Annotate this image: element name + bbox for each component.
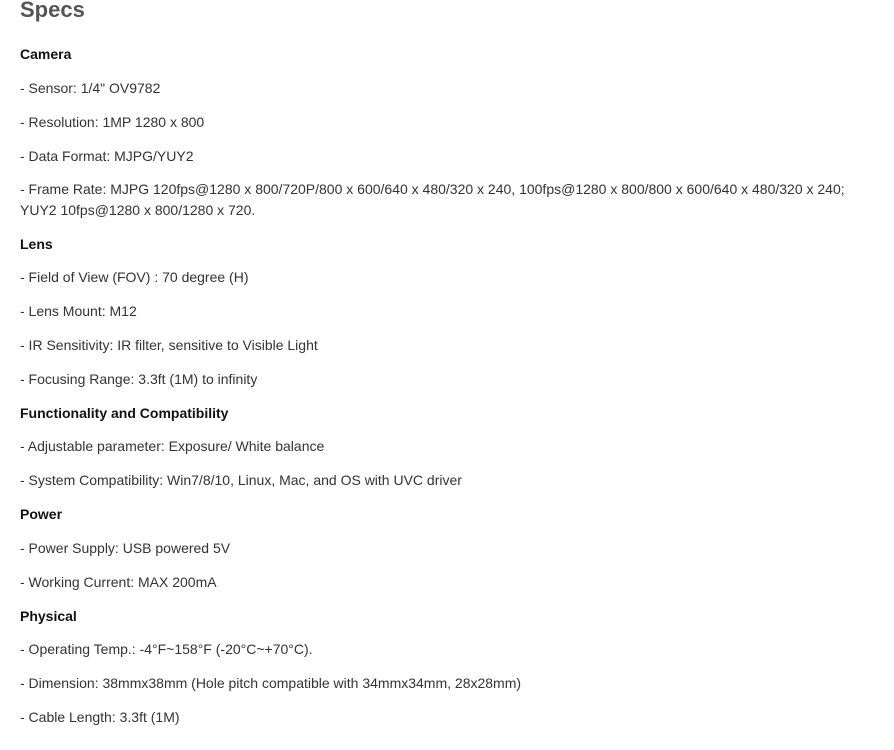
section-heading-power: Power bbox=[20, 506, 63, 522]
spec-working-current: - Working Current: MAX 200mA bbox=[20, 574, 217, 590]
spec-cable-length: - Cable Length: 3.3ft (1M) bbox=[20, 709, 180, 725]
specs-page bbox=[20, 0, 880, 725]
spec-frame-rate: - Frame Rate: MJPG 120fps@1280 x 800/720P/800 x 600/640 x 480/320 x 240, 100fps@1280 x 800/800 x 600/640 x 480/320 x 240; YUY2 10fps@1280 x 800/1280 x 720. bbox=[20, 181, 845, 218]
spec-adjustable-parameter: - Adjustable parameter: Exposure/ White balance bbox=[20, 438, 325, 454]
spec-ir-sensitivity: - IR Sensitivity: IR filter, sensitive to Visible Light bbox=[20, 337, 318, 353]
spec-system-compatibility: - System Compatibility: Win7/8/10, Linux, Mac, and OS with UVC driver bbox=[20, 472, 462, 488]
section-heading-functionality: Functionality and Compatibility bbox=[20, 405, 229, 421]
spec-dimension: - Dimension: 38mmx38mm (Hole pitch compatible with 34mmx34mm, 28x28mm) bbox=[20, 675, 522, 691]
spec-data-format: - Data Format: MJPG/YUY2 bbox=[20, 148, 194, 164]
spec-focusing-range: - Focusing Range: 3.3ft (1M) to infinity bbox=[20, 371, 258, 387]
spec-operating-temp: - Operating Temp.: -4°F~158°F (-20°C~+70°C). bbox=[20, 641, 313, 657]
spec-resolution: - Resolution: 1MP 1280 x 800 bbox=[20, 114, 205, 130]
spec-fov: - Field of View (FOV) : 70 degree (H) bbox=[20, 269, 249, 285]
section-heading-lens: Lens bbox=[20, 236, 53, 252]
section-heading-camera: Camera bbox=[20, 46, 72, 62]
page-title: Specs bbox=[20, 0, 85, 22]
spec-sensor: - Sensor: 1/4" OV9782 bbox=[20, 80, 161, 96]
spec-power-supply: - Power Supply: USB powered 5V bbox=[20, 540, 231, 556]
spec-lens-mount: - Lens Mount: M12 bbox=[20, 303, 137, 319]
section-heading-physical: Physical bbox=[20, 608, 77, 624]
